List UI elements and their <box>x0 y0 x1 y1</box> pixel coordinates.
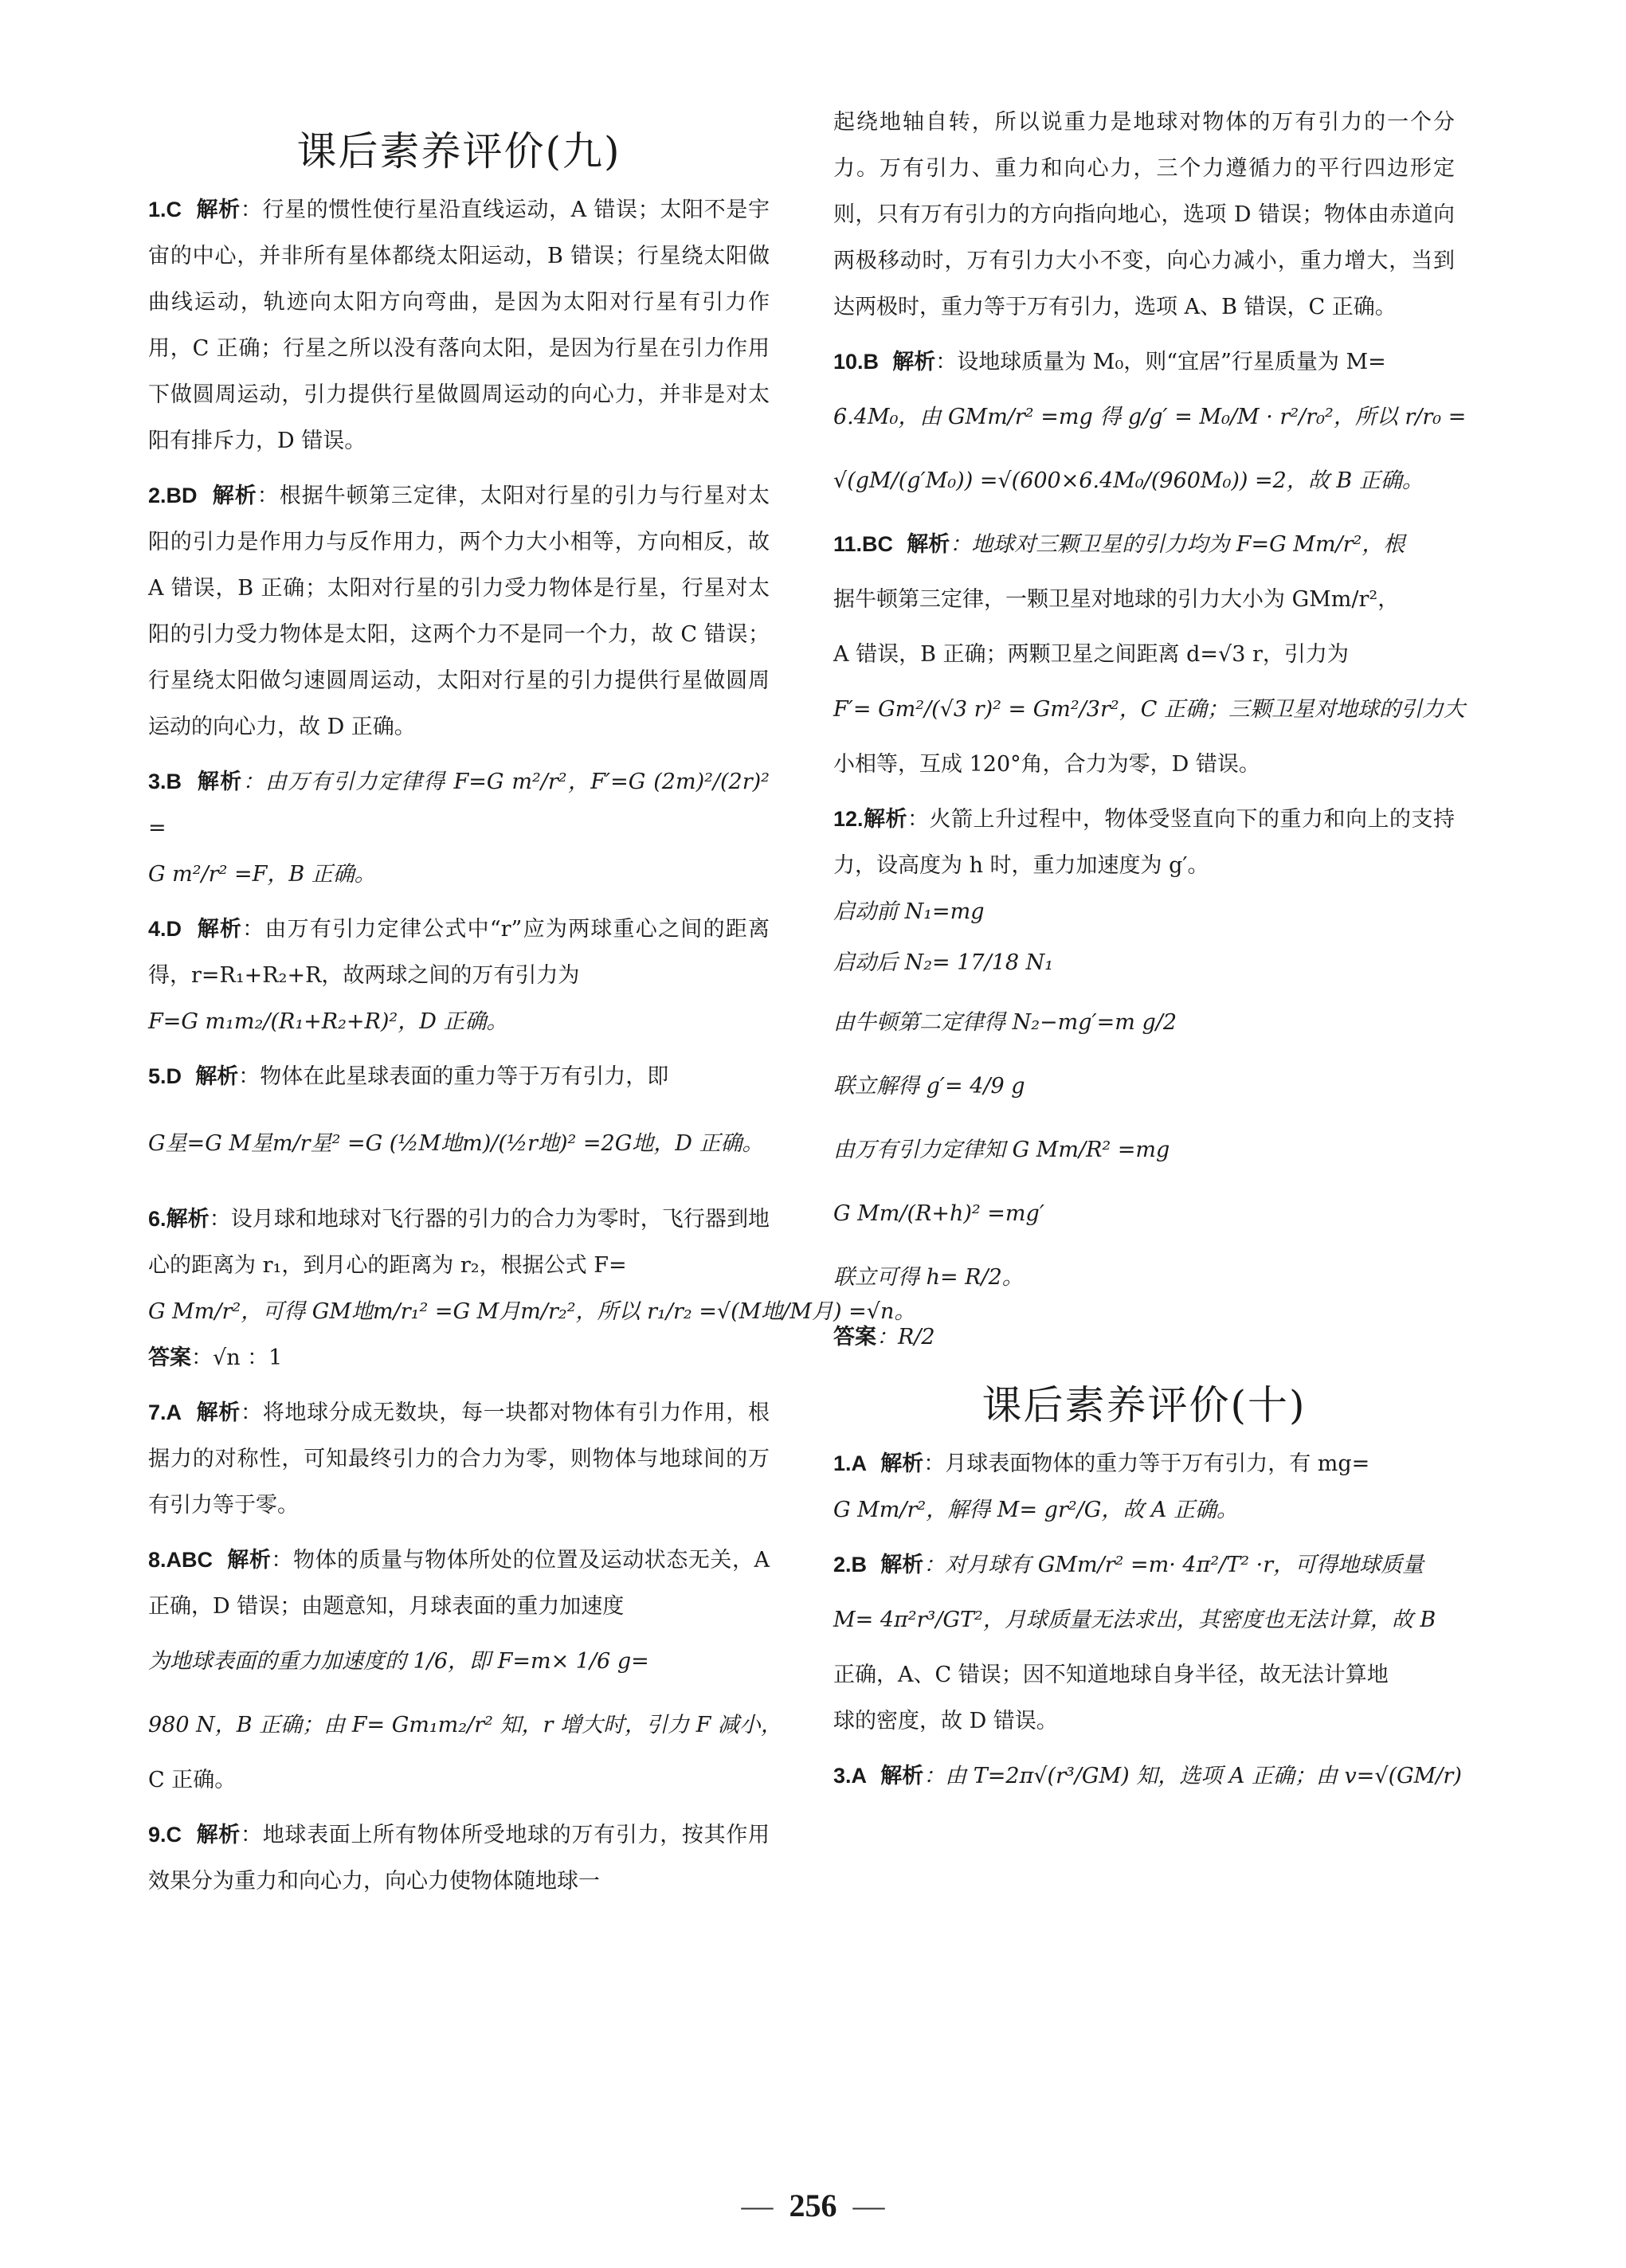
solution-step: 联立解得 g′= 4/9 g <box>833 1074 1025 1099</box>
analysis-text: ：设地球质量为 M₀，则“宜居”行星质量为 M= <box>935 350 1386 374</box>
section-title-ninth: 课后素养评价(九) <box>296 128 621 174</box>
answer-item-6 <box>148 1196 916 1381</box>
answer-item-t1 <box>833 1440 1455 1534</box>
analysis-text: ：由万有引力定律公式中“r”应为两球重心之间的距离得，r=R₁+R₂+R，故两球之间的万有引力为 <box>148 917 770 988</box>
item-number: 2.BD <box>148 484 198 507</box>
formula-line: F′= Gm²/(√3 r)² = Gm²/3r²，C 正确；三颗卫星对地球的引力大 <box>833 697 1465 722</box>
item-number: 2.B <box>833 1553 868 1577</box>
item-number: 11.BC <box>833 532 894 556</box>
item-number: 10.B <box>833 350 880 374</box>
answer-item-t2 <box>833 1541 1455 1745</box>
formula-line: G Mm/r²，解得 M= gr²/G，故 A 正确。 <box>833 1498 1239 1522</box>
footer-dash-left: — <box>741 2188 774 2223</box>
item-number: 9.C <box>148 1823 182 1847</box>
analysis-text: C 正确。 <box>148 1768 237 1792</box>
answer-item-10 <box>833 339 1467 513</box>
analysis-label: 解析 <box>196 1823 241 1847</box>
formula-line: ：由 T=2π√(r³/GM) 知，选项 A 正确；由 v=√(GM/r) <box>923 1764 1462 1788</box>
answer-item-7 <box>148 1389 770 1529</box>
answer-item-9 <box>148 1812 770 1905</box>
analysis-text: 起绕地轴自转，所以说重力是地球对物体的万有引力的一个分力。万有引力、重力和向心力，三个力遵循力的平行四边形定则，只有万有引力的方向指向地心，选项 D 错误；物体由赤道向两极移动时，万有引力大小不变，向心力减小，重力增大，当到达两极时，重力等于万有引力，选项 A、B 错误，C 正确。 <box>833 110 1455 319</box>
analysis-label: 解析 <box>227 1548 272 1573</box>
analysis-text: ：设月球和地球对飞行器的引力的合力为零时，飞行器到地心的距离为 r₁，到月心的距离为 r₂，根据公式 F= <box>148 1207 770 1278</box>
analysis-label: 解析 <box>196 198 241 222</box>
analysis-text: 球的密度，故 D 错误。 <box>833 1709 1058 1733</box>
item-number: 5.D <box>148 1064 182 1088</box>
analysis-text: 正确，A、C 错误；因不知道地球自身半径，故无法计算地 <box>833 1663 1389 1687</box>
page-number: 256 <box>789 2188 837 2223</box>
analysis-text: ：根据牛顿第三定律，太阳对行星的引力与行星对太阳的引力是作用力与反作用力，两个力大小相等，方向相反，故 A 错误，B 正确；太阳对行星的引力受力物体是行星，行星对太阳的引力受力物体是太阳，这两个力不是同一个力，故 C 错误；行星绕太阳做匀速圆周运动，太阳对行星的引力提供行星做圆周运动的向心力，故 D 正确。 <box>148 484 770 739</box>
answer-item-11 <box>833 521 1465 788</box>
answer-item-12 <box>833 796 1455 1365</box>
right-column <box>833 100 1467 1808</box>
analysis-label: 解析 <box>195 1064 239 1089</box>
analysis-label: 解析 <box>196 1400 241 1425</box>
item-number: 12. <box>833 807 864 831</box>
answer-item-t3 <box>833 1753 1462 1800</box>
analysis-label: 解析 <box>863 807 908 832</box>
answer-item-9-continued <box>833 100 1455 331</box>
analysis-text: ：月球表面物体的重力等于万有引力，有 mg= <box>923 1451 1370 1476</box>
item-number: 7.A <box>148 1400 182 1424</box>
analysis-label: 解析 <box>166 1207 210 1232</box>
item-number: 3.A <box>833 1764 868 1788</box>
analysis-text: 小相等，互成 120°角，合力为零，D 错误。 <box>833 752 1260 777</box>
solution-step: 联立可得 h= R/2。 <box>833 1265 1024 1290</box>
item-number: 6. <box>148 1207 167 1231</box>
answer-item-1 <box>148 186 770 464</box>
formula-line: 980 N，B 正确；由 F= Gm₁m₂/r² 知，r 增大时，引力 F 减小， <box>148 1713 782 1737</box>
analysis-label: 解析 <box>197 917 243 942</box>
solution-step: 由牛顿第二定律得 N₂−mg′=m g/2 <box>833 1010 1177 1035</box>
answer-value: ：√n ：1 <box>191 1346 283 1370</box>
formula-line: ：对月球有 GMm/r² =m· 4π²/T² ·r，可得地球质量 <box>923 1553 1424 1577</box>
formula-line: ：地球对三颗卫星的引力均为 F=G Mm/r²，根 <box>950 532 1405 557</box>
formula-line: G Mm/r²，可得 GM地m/r₁² =G M月m/r₂²，所以 r₁/r₂ =√(M地/M月) =√n。 <box>148 1299 916 1324</box>
formula-line: 为地球表面的重力加速度的 1/6，即 F=m× 1/6 g= <box>148 1649 649 1674</box>
answer-label: 答案 <box>148 1346 191 1370</box>
analysis-label: 解析 <box>880 1764 924 1788</box>
analysis-label: 解析 <box>880 1451 924 1476</box>
analysis-text: ：物体的质量与物体所处的位置及运动状态无关，A 正确，D 错误；由题意知，月球表面的重力加速度 <box>148 1548 770 1619</box>
analysis-text: ：火箭上升过程中，物体受竖直向下的重力和向上的支持力，设高度为 h 时，重力加速度为 g′。 <box>833 807 1456 878</box>
analysis-text: A 错误，B 正确；两颗卫星之间距离 d=√3 r，引力为 <box>833 642 1349 667</box>
analysis-text: ：地球表面上所有物体所受地球的万有引力，按其作用效果分为重力和向心力，向心力使物体随地球一 <box>148 1823 770 1894</box>
solution-step: 由万有引力定律知 G Mm/R² =mg <box>833 1138 1170 1162</box>
formula-line: 据牛顿第三定律，一颗卫星对地球的引力大小为 GMm/r²， <box>833 587 1400 612</box>
formula-line: G星=G M星m/r星² =G (½M地m)/(½r地)² =2G地，D 正确。 <box>148 1131 764 1156</box>
formula-line: G m²/r² =F，B 正确。 <box>148 862 376 887</box>
answer-item-4 <box>148 906 770 1045</box>
analysis-label: 解析 <box>892 350 936 374</box>
formula-line: M= 4π²r³/GT²，月球质量无法求出，其密度也无法计算，故 B <box>833 1608 1436 1632</box>
formula-line: F=G m₁m₂/(R₁+R₂+R)²，D 正确。 <box>148 1009 508 1034</box>
footer-dash-right: — <box>852 2188 885 2223</box>
answer-item-2 <box>148 472 770 750</box>
solution-step: G Mm/(R+h)² =mg′ <box>833 1201 1044 1226</box>
formula-line: √(gM/(g′M₀)) =√(600×6.4M₀/(960M₀)) =2，故 B 正确。 <box>833 468 1424 493</box>
solution-step: 启动后 N₂= 17/18 N₁ <box>833 950 1054 975</box>
analysis-label: 解析 <box>212 484 257 508</box>
answer-label: 答案 <box>833 1325 876 1349</box>
analysis-label: 解析 <box>880 1553 924 1577</box>
item-number: 3.B <box>148 770 182 793</box>
item-number: 4.D <box>148 917 182 941</box>
item-number: 1.C <box>148 198 182 221</box>
section-title-tenth: 课后素养评价(十) <box>981 1382 1307 1428</box>
answer-item-3 <box>148 758 770 898</box>
answer-item-8 <box>148 1537 782 1804</box>
formula-line: ：由万有引力定律得 F=G m²/r²，F′=G (2m)²/(2r)² = <box>148 770 770 840</box>
analysis-label: 解析 <box>197 770 243 794</box>
analysis-text: ：物体在此星球表面的重力等于万有引力，即 <box>238 1064 669 1089</box>
page-footer <box>0 2187 1626 2224</box>
answer-item-5 <box>148 1053 770 1188</box>
analysis-text: ：行星的惯性使行星沿直线运动，A 错误；太阳不是宇宙的中心，并非所有星体都绕太阳运动，B 错误；行星绕太阳做曲线运动，轨迹向太阳方向弯曲，是因为太阳对行星有引力作用，C 正确；行星之所以没有落向太阳，是因为行星在引力作用下做圆周运动，引力提供行星做圆周运动的向心力，并非是对太阳有排斥力，D 错误。 <box>148 198 770 453</box>
analysis-label: 解析 <box>907 532 950 557</box>
solution-step: 启动前 N₁=mg <box>833 899 985 924</box>
answer-value: ：R/2 <box>876 1325 935 1349</box>
item-number: 1.A <box>833 1451 868 1475</box>
formula-line: 6.4M₀，由 GMm/r² =mg 得 g/g′ = M₀/M · r²/r₀²，所以 r/r₀ = <box>833 405 1467 429</box>
item-number: 8.ABC <box>148 1548 214 1572</box>
analysis-text: ：将地球分成无数块，每一块都对物体有引力作用，根据力的对称性，可知最终引力的合力为零，则物体与地球间的万有引力等于零。 <box>148 1400 770 1518</box>
